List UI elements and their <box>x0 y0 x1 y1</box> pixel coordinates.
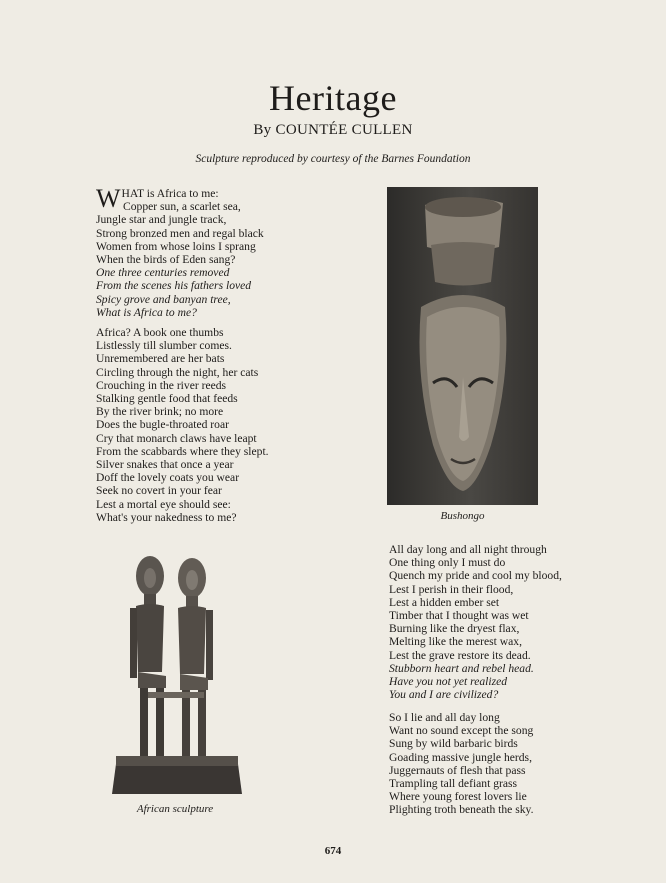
poem-line: Women from whose loins I sprang <box>96 239 256 253</box>
poem-line: Plighting troth beneath the sky. <box>389 803 534 817</box>
poem-title: Heritage <box>269 78 397 118</box>
poem-line-italic: Have you not yet realized <box>389 675 508 689</box>
poem-line: Where young forest lovers lie <box>389 790 527 804</box>
stanza-2 <box>96 326 269 524</box>
poem-line: Burning like the dryest flax, <box>389 622 520 636</box>
poem-line: Crouching in the river reeds <box>96 378 227 392</box>
poem-line: Does the bugle-throated roar <box>96 418 229 432</box>
poem-line: When the birds of Eden sang? <box>96 253 236 267</box>
bushongo-caption: Bushongo <box>440 510 485 522</box>
african-sculpture-photo <box>108 542 248 798</box>
poem-line: Lest a mortal eye should see: <box>96 497 231 511</box>
poem-line: Timber that I thought was wet <box>389 609 529 623</box>
sculpture-caption: African sculpture <box>136 803 214 815</box>
poem-line: Cry that monarch claws have leapt <box>96 431 257 445</box>
poem-line: What's your nakedness to me? <box>96 510 237 524</box>
poem-line: Copper sun, a scarlet sea, <box>123 200 241 214</box>
poem-line: Unremembered are her bats <box>96 352 225 366</box>
poem-line: Want no sound except the song <box>389 724 534 738</box>
poem-line-italic: One three centuries removed <box>96 266 230 280</box>
sculpture-illustration <box>108 542 248 798</box>
poem-line: One thing only I must do <box>389 556 506 570</box>
poem-line: Juggernauts of flesh that pass <box>389 763 526 777</box>
poem-line: Listlessly till slumber comes. <box>96 339 232 353</box>
sculpture-credit: Sculpture reproduced by courtesy of the Barnes Foundation <box>195 153 471 165</box>
poem-line: Silver snakes that once a year <box>96 458 234 472</box>
poem-line: HAT is Africa to me: <box>121 187 219 200</box>
poem-line: Sung by wild barbaric birds <box>389 737 518 751</box>
mask-illustration <box>387 187 538 505</box>
poem-line: Goading massive jungle herds, <box>389 750 532 764</box>
poem-line: Lest the grave restore its dead. <box>389 648 531 662</box>
stanza-3 <box>389 543 562 701</box>
author-byline: By COUNTÉE CULLEN <box>253 122 413 138</box>
page-number: 674 <box>324 845 342 857</box>
poem-line: So I lie and all day long <box>389 711 500 724</box>
poem-line-italic: You and I are civilized? <box>389 688 499 702</box>
poem-line: Melting like the merest wax, <box>389 635 522 649</box>
poem-line: From the scabbards where they slept. <box>96 444 269 458</box>
poem-line: Lest a hidden ember set <box>389 595 500 609</box>
poem-line: Stalking gentle food that feeds <box>96 392 238 406</box>
drop-cap: W <box>96 184 121 213</box>
poem-line: Doff the lovely coats you wear <box>96 471 240 485</box>
stanza-4 <box>389 711 533 817</box>
poem-line-italic: What is Africa to me? <box>96 305 197 319</box>
poem-line: Jungle star and jungle track, <box>96 213 227 227</box>
poem-line-italic: Stubborn heart and rebel head. <box>389 661 534 675</box>
poem-line: Quench my pride and cool my blood, <box>389 569 562 583</box>
poem-line: Circling through the night, her cats <box>96 365 259 379</box>
bushongo-mask-photo <box>387 187 538 505</box>
poem-line-italic: Spicy grove and banyan tree, <box>96 292 231 306</box>
stanza-1 <box>96 184 264 319</box>
poem-line: Africa? A book one thumbs <box>96 326 224 339</box>
poem-line: Trampling tall defiant grass <box>389 777 518 791</box>
poem-line-italic: From the scenes his fathers loved <box>96 279 252 293</box>
poem-line: All day long and all night through <box>389 543 547 556</box>
poem-line: Strong bronzed men and regal black <box>96 226 264 240</box>
poem-line: Seek no covert in your fear <box>96 484 222 498</box>
poem-line: Lest I perish in their flood, <box>389 582 514 596</box>
poem-line: By the river brink; no more <box>96 405 224 419</box>
